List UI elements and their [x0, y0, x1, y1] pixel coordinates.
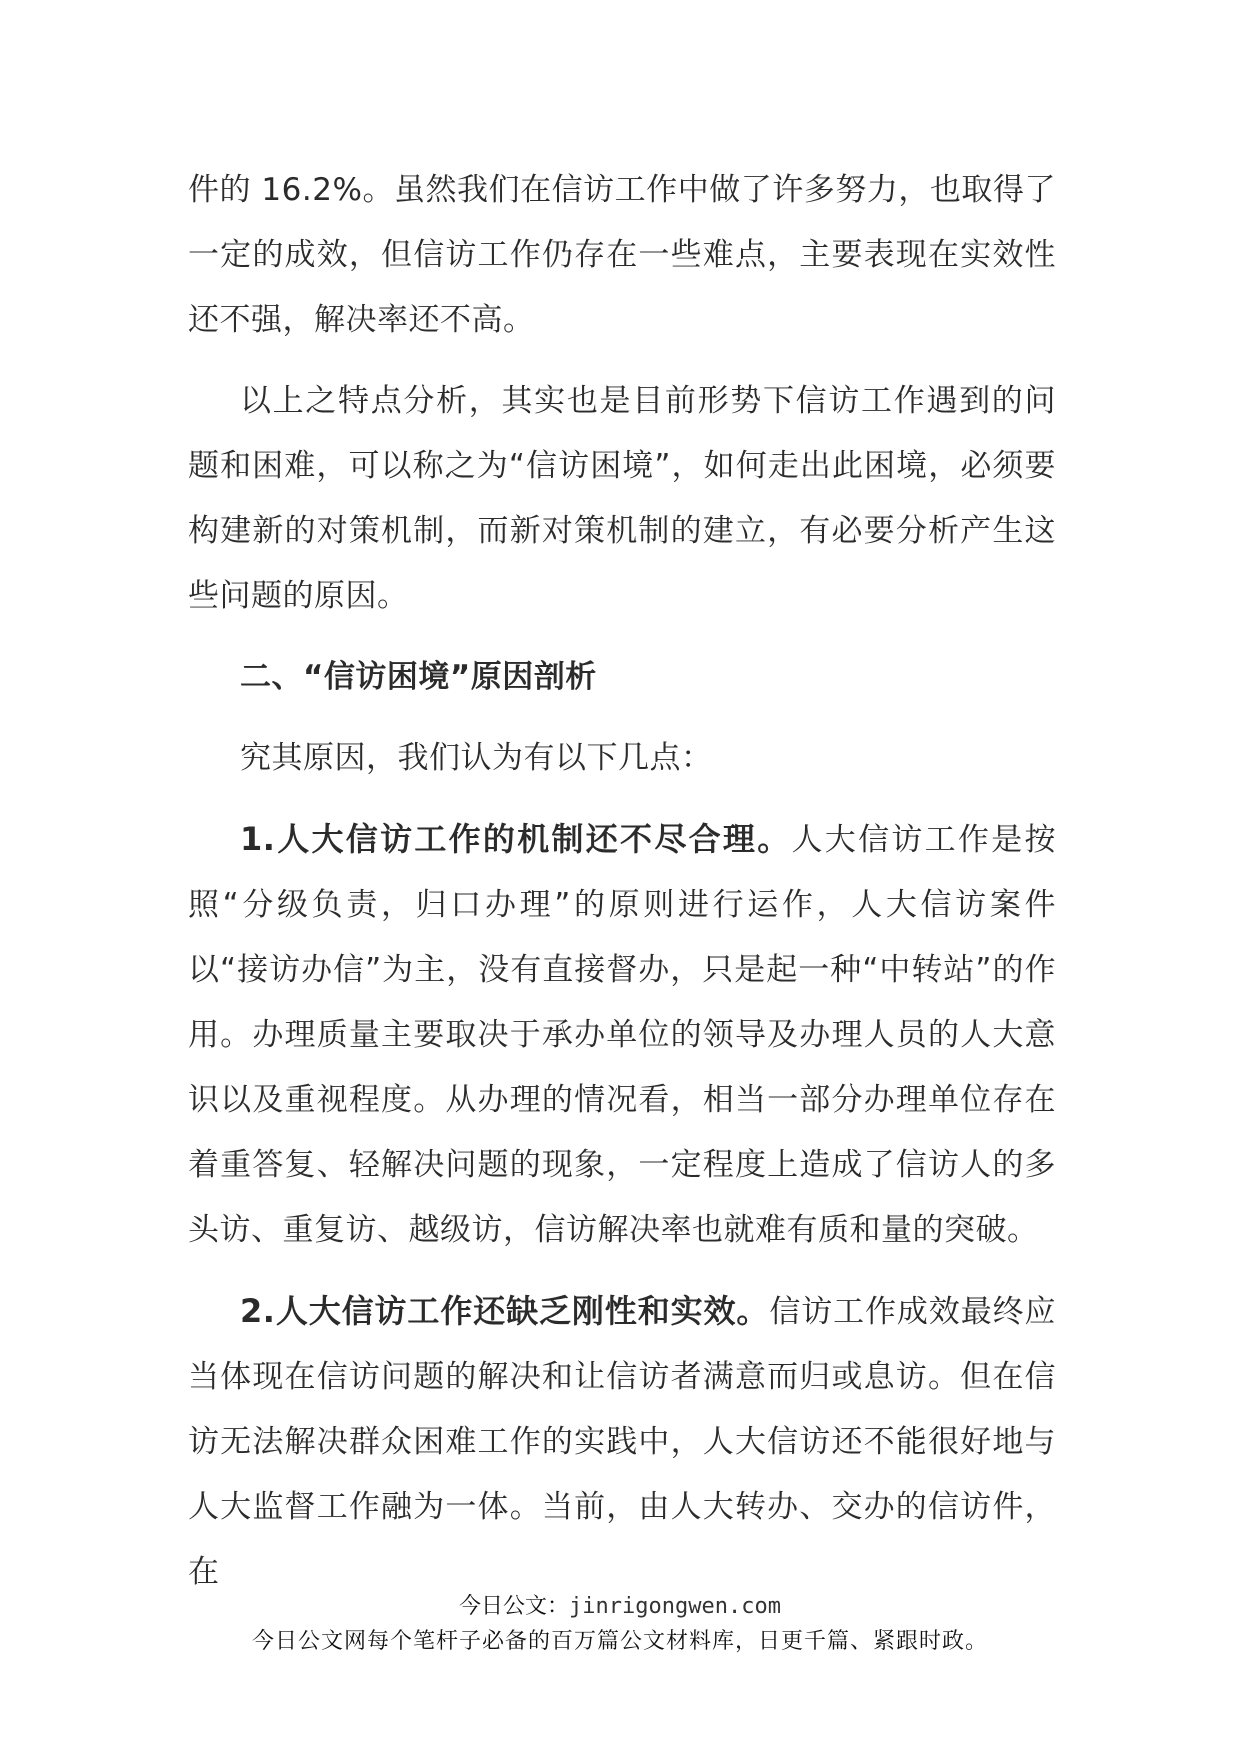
paragraph-2: 以上之特点分析，其实也是目前形势下信访工作遇到的问题和困难，可以称之为“信访困境”，如何走出此困境，必须要构建新的对策机制，而新对策机制的建立，有必要分析产生这些问题的原因。 [188, 383, 1056, 614]
item-1-body: 人大信访工作是按照“分级负责，归口办理”的原则进行运作，人大信访案件以“接访办信”为主，没有直接督办，只是起一种“中转站”的作用。办理质量主要取决于承办单位的领导及办理人员的人大意识以及重视程度。从办理的情况看，相当一部分办理单位存在着重答复、轻解决问题的现象，一定程度上造成了信访人的多头访、重复访、越级访，信访解决率也就难有质和量的突破。 [188, 822, 1056, 1248]
item-2 [188, 1279, 1056, 1605]
document-body [188, 158, 1056, 1605]
paragraph-1: 件的 16.2%。虽然我们在信访工作中做了许多努力，也取得了一定的成效，但信访工作仍存在一些难点，主要表现在实效性还不强，解决率还不高。 [188, 172, 1056, 338]
footer-source [0, 1590, 1240, 1624]
item-1-lead: 1.人大信访工作的机制还不尽合理。 [240, 820, 792, 858]
item-1 [188, 807, 1056, 1263]
item-2-lead: 2.人大信访工作还缺乏刚性和实效。 [240, 1292, 770, 1330]
page-footer [0, 1590, 1240, 1660]
footer-url-link[interactable]: jinrigongwen.com [569, 1594, 781, 1619]
section-heading-2: 二、“信访困境”原因剖析 [240, 659, 597, 695]
item-2-body: 信访工作成效最终应当体现在信访问题的解决和让信访者满意而归或息访。但在信访无法解决群众困难工作的实践中，人大信访还不能很好地与人大监督工作融为一体。当前，由人大转办、交办的信访件，在 [188, 1294, 1056, 1590]
footer-label: 今日公文： [459, 1594, 570, 1619]
footer-slogan: 今日公文网每个笔杆子必备的百万篇公文材料库，日更千篇、紧跟时政。 [251, 1629, 988, 1654]
paragraph-3: 究其原因，我们认为有以下几点： [240, 740, 713, 776]
